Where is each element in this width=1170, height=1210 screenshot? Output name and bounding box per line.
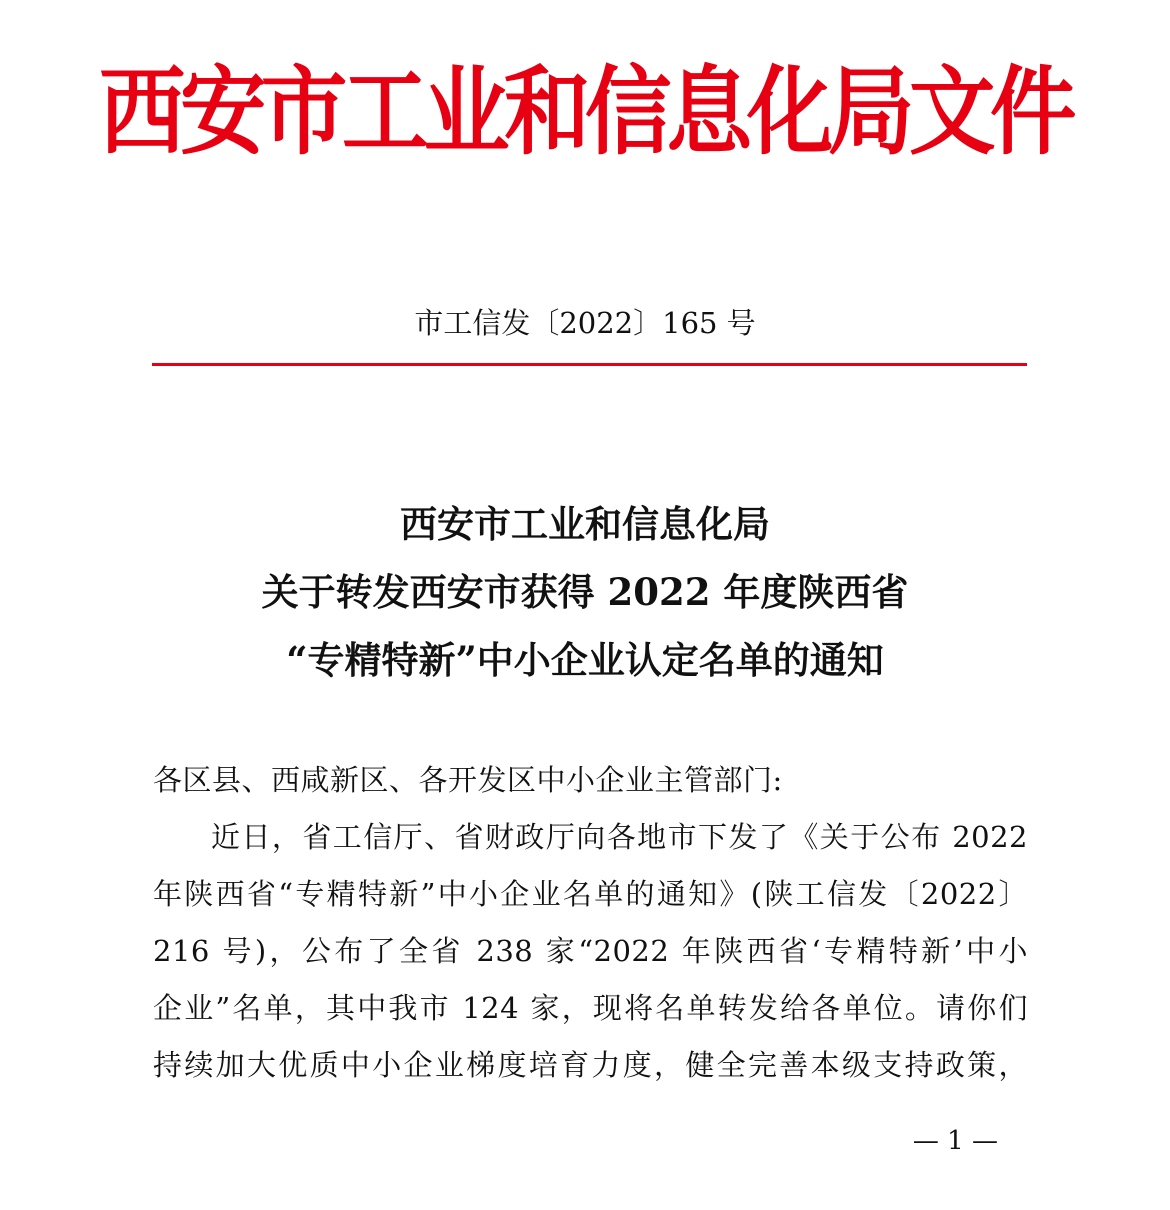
title-line: “专精特新”中小企业认定名单的通知 [286,638,884,682]
document-number: 市工信发〔2022〕165 号 [414,306,756,340]
salutation: 各区县、西咸新区、各开发区中小企业主管部门: [153,763,783,797]
paragraph-line: 年陕西省“专精特新”中小企业名单的通知》(陕工信发〔2022〕 [153,877,1028,911]
title-line: 关于转发西安市获得 2022 年度陕西省 [261,570,909,614]
issuing-authority-header: 西安市工业和信息化局文件 [99,55,1071,168]
page-number: — 1 — [912,1126,998,1156]
red-divider-line [152,363,1027,366]
title-line: 西安市工业和信息化局 [400,502,770,546]
paragraph-line: 企业”名单，其中我市 124 家，现将名单转发给各单位。请你们 [153,991,1028,1025]
paragraph-line: 持续加大优质中小企业梯度培育力度，健全完善本级支持政策， [153,1048,1028,1082]
document-body [153,752,1028,1094]
paragraph-line: 近日，省工信厅、省财政厅向各地市下发了《关于公布 2022 [211,820,1028,854]
paragraph-line: 216 号)，公布了全省 238 家“2022 年陕西省‘专精特新’中小 [153,934,1028,968]
document-title [0,490,1170,694]
